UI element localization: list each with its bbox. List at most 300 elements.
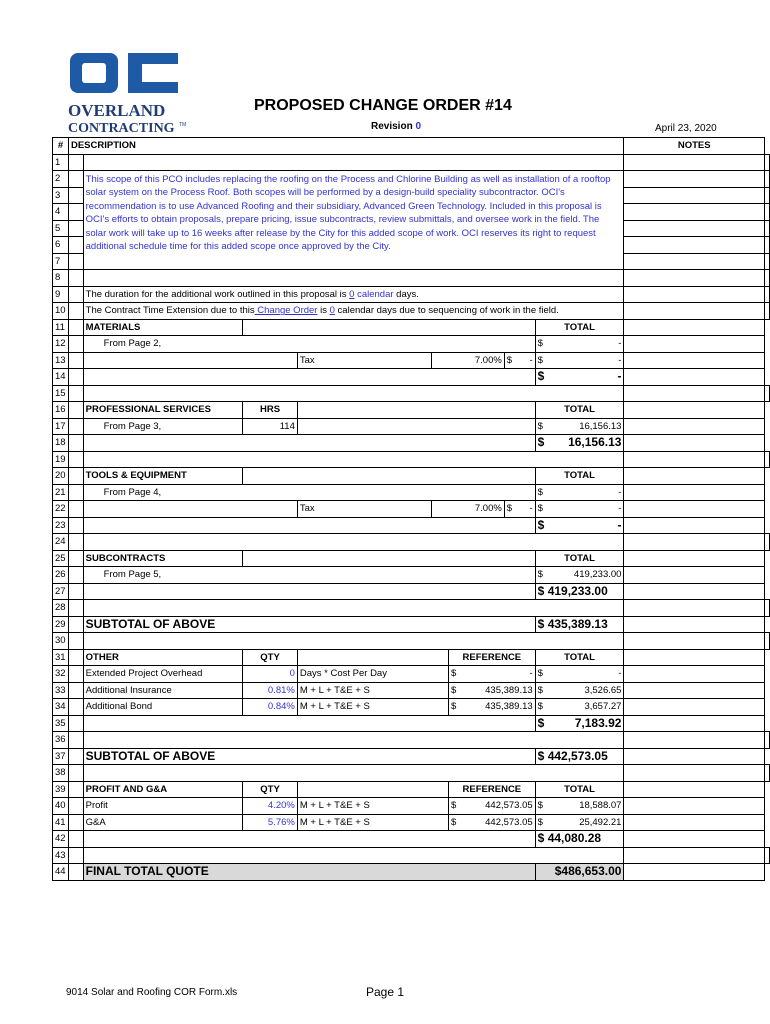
table-cell (765, 154, 770, 171)
cell-text: $ (537, 486, 543, 498)
table-cell: 20 (53, 468, 69, 485)
cell-text: 442,573.05 (547, 748, 608, 763)
cell-text: - (618, 503, 622, 515)
table-cell (68, 847, 83, 864)
cell-text: 25,492.21 (579, 816, 622, 828)
table-cell (765, 732, 770, 749)
table-cell (624, 814, 765, 831)
table-cell (68, 748, 83, 765)
cell-text: - (618, 338, 622, 350)
description-text: This scope of this PCO includes replacing the roofing on the Process and Chlorine Building as well as installation of a rooftop solar system on the Process Roof. Both scopes will be performed by a design-build speciality subcontractor. OCI's recommendation is to use Advanced Roofing and their subsidiary, Advanced Green Technology. Included in this proposal is OCI's efforts to obtain proposals, prepare pricing, issue subcontracts, review submittals, and oversee work in the field. The solar work will take up to 16 weeks after release by the City for this added scope of work. OCI reserves its right to request additional schedule time for this added scope once approved by the City. (83, 171, 624, 270)
table-row (53, 336, 770, 353)
table-cell (535, 699, 624, 716)
cell-text: $ (451, 668, 457, 680)
table-cell: HRS (243, 402, 298, 419)
cell-text: Change Order (254, 305, 318, 317)
table-cell (68, 517, 83, 534)
profit-header (53, 781, 770, 798)
table-cell (535, 715, 624, 732)
table-cell (68, 187, 83, 204)
table-cell: 22 (53, 501, 69, 518)
table-cell (68, 418, 83, 435)
table-row (53, 534, 770, 551)
cell-text: $ (537, 569, 543, 581)
table-cell: 31 (53, 649, 69, 666)
table-cell (765, 270, 770, 287)
table-cell (624, 237, 765, 254)
table-cell: M + L + T&E + S (297, 682, 448, 699)
table-cell (765, 253, 770, 270)
header-row (53, 138, 770, 155)
cell-text: 18,588.07 (579, 800, 622, 812)
table-cell (68, 369, 83, 386)
logo-line1: OVERLAND (68, 101, 166, 120)
table-cell (68, 468, 83, 485)
table-cell (68, 715, 83, 732)
table-cell (83, 270, 624, 287)
table-cell (504, 501, 535, 518)
table-cell (68, 798, 83, 815)
cell-text: $ (451, 684, 457, 696)
cell-text: $ (506, 354, 513, 366)
table-cell: 30 (53, 633, 69, 650)
table-cell (765, 237, 770, 254)
cell-text: $ (451, 800, 457, 812)
table-cell (83, 831, 535, 848)
table-cell: OTHER (83, 649, 243, 666)
table-cell: 25 (53, 550, 69, 567)
table-cell (449, 699, 536, 716)
cell-text: 16,156.13 (568, 435, 622, 450)
cell-text: $ (537, 503, 543, 515)
cell-text: The Contract Time Extension due to this (85, 305, 255, 317)
table-cell: 0 (243, 666, 298, 683)
table-cell (624, 583, 765, 600)
table-row (53, 732, 770, 749)
table-row (53, 765, 770, 782)
table-cell: 39 (53, 781, 69, 798)
cell-text: - (529, 503, 533, 515)
table-row (53, 666, 770, 683)
table-cell (83, 600, 624, 617)
table-cell (83, 451, 624, 468)
table-cell: 13 (53, 352, 69, 369)
table-cell (624, 336, 765, 353)
table-cell (68, 567, 83, 584)
table-cell (68, 864, 83, 881)
table-cell (624, 534, 765, 551)
table-cell (624, 781, 765, 798)
table-cell (68, 336, 83, 353)
table-cell (765, 847, 770, 864)
table-cell (624, 352, 765, 369)
cell-text: $ (537, 800, 543, 812)
table-cell (83, 534, 624, 551)
table-cell (83, 385, 624, 402)
table-cell (624, 468, 765, 485)
table-cell (765, 633, 770, 650)
cell-text: $ (537, 831, 545, 846)
table-cell (68, 385, 83, 402)
table-cell (297, 781, 448, 798)
table-cell: TOTAL (535, 649, 624, 666)
table-cell: M + L + T&E + S (297, 699, 448, 716)
materials-header (53, 319, 770, 336)
table-cell (68, 286, 83, 303)
table-cell (68, 319, 83, 336)
cell-text: - (617, 369, 622, 384)
revision-label: Revision (371, 121, 413, 132)
table-cell (535, 798, 624, 815)
table-cell: QTY (243, 781, 298, 798)
table-cell (83, 352, 297, 369)
table-cell (83, 765, 624, 782)
table-row (53, 814, 770, 831)
table-row (53, 847, 770, 864)
table-cell (624, 847, 765, 864)
table-cell: Additional Insurance (83, 682, 243, 699)
table-cell (243, 550, 535, 567)
table-cell (535, 831, 624, 848)
table-row (53, 171, 770, 188)
table-cell (83, 369, 535, 386)
table-cell (68, 484, 83, 501)
cell-text: $ (537, 435, 545, 450)
table-row (53, 699, 770, 716)
table-cell (83, 286, 624, 303)
table-row (53, 633, 770, 650)
table-cell: 18 (53, 435, 69, 452)
table-cell: 27 (53, 583, 69, 600)
table-cell (624, 517, 765, 534)
table-cell: 35 (53, 715, 69, 732)
table-cell (83, 517, 535, 534)
table-cell (765, 303, 770, 320)
table-row (53, 600, 770, 617)
cell-text: 7,183.92 (574, 715, 622, 730)
table-cell: SUBTOTAL OF ABOVE (83, 748, 535, 765)
cell-text: - (618, 486, 622, 498)
cell-text: $ (537, 616, 545, 631)
table-cell: $486,653.00 (535, 864, 624, 881)
table-cell (624, 864, 765, 881)
table-cell (68, 699, 83, 716)
table-cell (535, 484, 624, 501)
table-cell (68, 616, 83, 633)
table-cell: 37 (53, 748, 69, 765)
table-cell: TOTAL (535, 319, 624, 336)
table-cell: TOTAL (535, 781, 624, 798)
cell-text: $ (537, 420, 543, 432)
table-cell: 9 (53, 286, 69, 303)
table-cell: 19 (53, 451, 69, 468)
table-cell (624, 600, 765, 617)
table-cell (624, 451, 765, 468)
table-cell: 16 (53, 402, 69, 419)
table-cell (624, 154, 765, 171)
cell-text: $ (537, 715, 545, 730)
table-cell: Days * Cost Per Day (297, 666, 448, 683)
cell-text: 0 (329, 305, 335, 317)
subcontracts-header (53, 550, 770, 567)
table-cell (83, 435, 535, 452)
table-cell (68, 352, 83, 369)
cell-text: 3,526.65 (584, 684, 622, 696)
table-cell (297, 402, 535, 419)
table-cell (624, 732, 765, 749)
cell-text: 44,080.28 (547, 831, 602, 846)
table-cell (624, 567, 765, 584)
table-cell: 15 (53, 385, 69, 402)
table-cell (624, 682, 765, 699)
table-cell (765, 204, 770, 221)
table-row (53, 682, 770, 699)
table-cell: 38 (53, 765, 69, 782)
table-cell (624, 699, 765, 716)
table-row (53, 798, 770, 815)
table-cell (624, 402, 765, 419)
table-cell (68, 649, 83, 666)
table-cell (624, 633, 765, 650)
table-cell: 2 (53, 171, 69, 188)
table-cell (297, 649, 448, 666)
table-row (53, 715, 770, 732)
table-cell: 34 (53, 699, 69, 716)
table-cell (68, 253, 83, 270)
table-cell: From Page 5, (83, 567, 535, 584)
table-cell (624, 385, 765, 402)
table-cell (68, 451, 83, 468)
table-cell (765, 385, 770, 402)
table-cell (624, 649, 765, 666)
table-cell: 7.00% (432, 352, 505, 369)
table-cell: 41 (53, 814, 69, 831)
table-cell: PROFIT AND G&A (83, 781, 243, 798)
table-cell: 7 (53, 253, 69, 270)
table-cell: 0.84% (243, 699, 298, 716)
subtotal-2 (53, 748, 770, 765)
table-cell (535, 517, 624, 534)
table-cell (765, 220, 770, 237)
table-cell: 42 (53, 831, 69, 848)
table-cell: Extended Project Overhead (83, 666, 243, 683)
table-cell (624, 765, 765, 782)
table-cell (624, 204, 765, 221)
table-cell: 4.20% (243, 798, 298, 815)
table-cell (535, 814, 624, 831)
table-cell (624, 715, 765, 732)
table-row (53, 451, 770, 468)
revision-value: 0 (415, 121, 422, 132)
table-cell: 114 (243, 418, 298, 435)
cell-text: 442,573.05 (485, 816, 533, 828)
cell-text: - (618, 354, 622, 366)
company-logo (66, 50, 191, 135)
table-cell (68, 633, 83, 650)
table-cell (68, 666, 83, 683)
table-cell: M + L + T&E + S (297, 798, 448, 815)
table-cell: 10 (53, 303, 69, 320)
cell-text: calendar (357, 288, 394, 300)
table-cell: 29 (53, 616, 69, 633)
table-cell (765, 765, 770, 782)
table-cell (68, 732, 83, 749)
table-cell: REFERENCE (449, 781, 536, 798)
table-cell: TOTAL (535, 402, 624, 419)
table-cell: 44 (53, 864, 69, 881)
table-cell (83, 715, 535, 732)
col-description: DESCRIPTION (68, 138, 623, 155)
table-row (53, 369, 770, 386)
cell-text: $ (506, 503, 513, 515)
table-cell (624, 435, 765, 452)
table-cell (765, 451, 770, 468)
subtotal-1 (53, 616, 770, 633)
table-cell (624, 369, 765, 386)
cell-text: $ (537, 684, 543, 696)
table-cell (624, 501, 765, 518)
table-cell: 14 (53, 369, 69, 386)
logo-line2: CONTRACTING (68, 121, 175, 135)
table-cell: REFERENCE (449, 649, 536, 666)
table-cell (535, 583, 624, 600)
col-notes: NOTES (624, 138, 765, 155)
table-cell (68, 814, 83, 831)
table-cell: 5.76% (243, 814, 298, 831)
table-cell: 0.81% (243, 682, 298, 699)
table-row (53, 352, 770, 369)
table-cell: Tax (297, 352, 431, 369)
table-cell (535, 501, 624, 518)
cell-text: 419,233.00 (573, 569, 622, 581)
professional-header (53, 402, 770, 419)
table-cell (68, 583, 83, 600)
cell-text: $ (537, 748, 545, 763)
table-cell (535, 666, 624, 683)
table-row (53, 583, 770, 600)
table-cell: Additional Bond (83, 699, 243, 716)
cell-text: $ (537, 701, 543, 713)
cell-text: 419,233.00 (547, 583, 608, 598)
tools-header (53, 468, 770, 485)
table-cell: 40 (53, 798, 69, 815)
table-cell: 7.00% (432, 501, 505, 518)
duration-row (53, 286, 770, 303)
table-row (53, 484, 770, 501)
cell-text: - (617, 517, 622, 532)
table-cell (535, 682, 624, 699)
table-cell (624, 171, 765, 188)
table-cell (535, 435, 624, 452)
table-cell (83, 303, 624, 320)
table-cell: SUBTOTAL OF ABOVE (83, 616, 535, 633)
table-cell (624, 187, 765, 204)
table-cell: From Page 2, (83, 336, 535, 353)
table-cell: SUBCONTRACTS (83, 550, 243, 567)
table-cell (449, 666, 536, 683)
table-cell: 4 (53, 204, 69, 221)
cell-text: is (317, 305, 330, 317)
cell-text: $ (537, 517, 545, 532)
cell-text: 16,156.13 (579, 420, 622, 432)
table-cell (624, 550, 765, 567)
table-cell: G&A (83, 814, 243, 831)
table-cell: 43 (53, 847, 69, 864)
table-cell (624, 286, 765, 303)
table-cell (765, 187, 770, 204)
table-cell (535, 567, 624, 584)
table-cell (68, 600, 83, 617)
table-cell: 17 (53, 418, 69, 435)
table-cell: 6 (53, 237, 69, 254)
table-cell: From Page 3, (83, 418, 243, 435)
logo-tm: TM (179, 122, 187, 128)
table-cell (68, 171, 83, 188)
table-cell: MATERIALS (83, 319, 243, 336)
table-cell (624, 303, 765, 320)
table-row (53, 501, 770, 518)
table-row (53, 567, 770, 584)
cell-text: $ (537, 338, 543, 350)
cell-text: calendar days due to sequencing of work in the field. (334, 305, 559, 317)
cell-text: 0 (349, 288, 355, 300)
table-cell: PROFESSIONAL SERVICES (83, 402, 243, 419)
revision (371, 121, 421, 132)
col-num: # (53, 138, 69, 155)
table-cell (765, 534, 770, 551)
table-cell: 24 (53, 534, 69, 551)
table-cell: 8 (53, 270, 69, 287)
table-cell: 32 (53, 666, 69, 683)
change-order-grid (52, 137, 770, 881)
table-cell (68, 154, 83, 171)
table-cell: 21 (53, 484, 69, 501)
table-cell (68, 270, 83, 287)
table-cell (68, 534, 83, 551)
table-cell (535, 352, 624, 369)
table-cell (624, 798, 765, 815)
table-cell (535, 748, 624, 765)
table-cell (624, 666, 765, 683)
table-cell: 12 (53, 336, 69, 353)
cell-text: days. (393, 288, 419, 300)
table-row (53, 385, 770, 402)
table-cell (83, 501, 297, 518)
page-title: PROPOSED CHANGE ORDER #14 (254, 97, 512, 114)
table-cell (449, 798, 536, 815)
table-cell (83, 633, 624, 650)
table-row (53, 517, 770, 534)
table-cell (765, 171, 770, 188)
table-row (53, 418, 770, 435)
table-cell (68, 204, 83, 221)
table-cell (624, 484, 765, 501)
cell-text: - (529, 354, 533, 366)
table-cell (624, 220, 765, 237)
table-cell (83, 732, 624, 749)
table-row (53, 270, 770, 287)
table-cell (535, 336, 624, 353)
table-cell (68, 501, 83, 518)
cell-text: $ (451, 816, 457, 828)
table-cell (68, 765, 83, 782)
table-cell (68, 402, 83, 419)
table-cell (68, 303, 83, 320)
table-cell: 11 (53, 319, 69, 336)
table-cell: TOTAL (535, 550, 624, 567)
table-cell (68, 682, 83, 699)
table-cell (68, 550, 83, 567)
